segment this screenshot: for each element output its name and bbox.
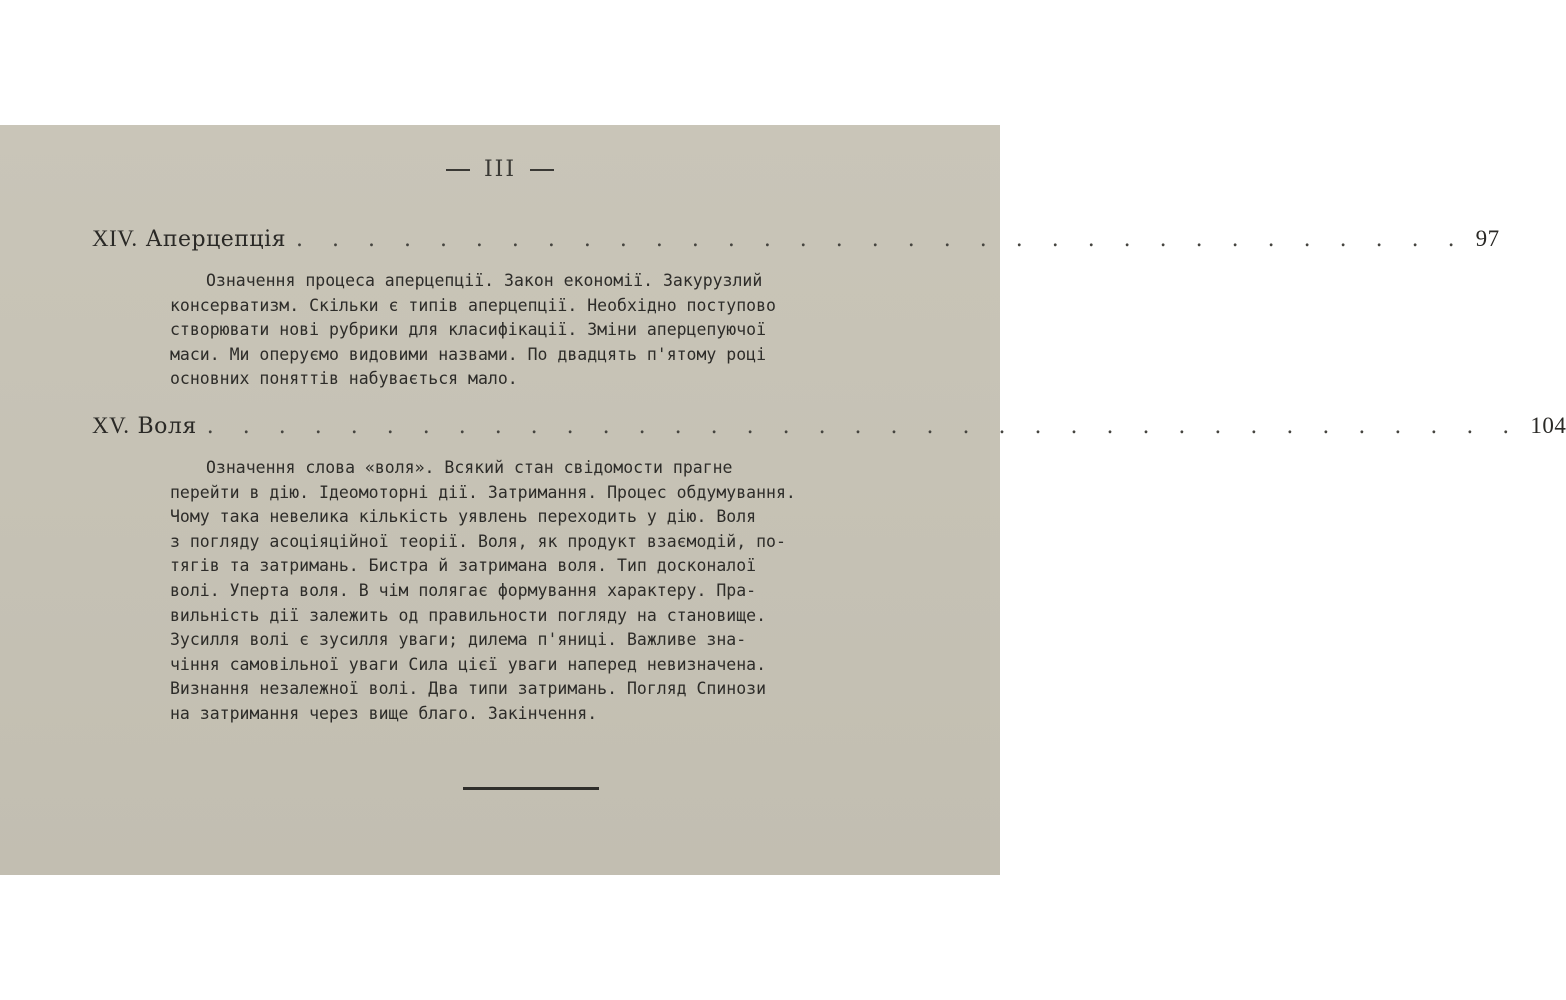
summary-line: основних поняттів набувається мало. [170,369,518,389]
summary-line: Означення процеса аперцепції. Закон економії. Закурузлий [206,271,763,290]
header-dash-right [530,169,554,171]
chapter-summary [170,269,890,392]
summary-line: Чому така невелика кількість уявлень переходить у дію. Воля [170,507,757,527]
page-header [0,157,1000,182]
header-dash-left [446,169,470,171]
summary-line: Зусилля волі є зусилля уваги; дилема п'яниці. Важливе зна- [170,630,747,650]
summary-line: створювати нові рубрики для класифікації. Зміни аперцепуючої [170,320,767,340]
summary-line: з погляду асоціяційної теорії. Воля, як продукт взаємодій, по- [170,531,786,551]
summary-line: консерватизм. Скільки є типів аперцепції. Необхідно поступово [170,295,776,315]
toc-entry-heading [92,226,1500,258]
summary-line: маси. Ми оперуємо видовими назвами. По двадцять п'ятому році [170,344,767,364]
summary-line: волі. Уперта воля. В чім полягає формування характеру. Пра- [170,580,757,600]
summary-line: Означення слова «воля». Всякий стан свідомости прагне [206,458,733,477]
summary-line: чіння самовільної уваги Сила цієї уваги наперед невизначена. [170,654,767,674]
summary-line: тягів та затримань. Бистра й затримана воля. Тип досконалої [170,556,757,576]
chapter-title: Воля [137,414,197,439]
dot-leader: . . . . . . . . . . . . . . . . . . . . . . . . . . . . . . . . . . . . . [206,414,1521,439]
summary-line: Визнання незалежної волі. Два типи затримань. Погляд Спинози [170,679,767,699]
chapter-page-number: 104 [1530,413,1566,438]
toc-entry-heading [92,413,1566,445]
summary-line: перейти в дію. Ідеомоторні дії. Затримання. Процес обдумування. [170,482,796,502]
book-page [0,125,1566,875]
dot-leader: . . . . . . . . . . . . . . . . . . . . . . . . . . . . . . . . . [296,227,1466,252]
page-number: III [483,157,517,182]
chapter-numeral: XV. [92,413,130,438]
closing-rule [463,787,599,790]
summary-line: вильність дії залежить од правильности погляду на становище. [170,605,767,625]
chapter-numeral: XIV. [92,226,138,251]
chapter-title: Аперцепція [145,227,286,252]
summary-line: на затримання через вище благо. Закінчення. [170,703,598,723]
chapter-summary [170,456,890,727]
chapter-page-number: 97 [1475,226,1500,251]
